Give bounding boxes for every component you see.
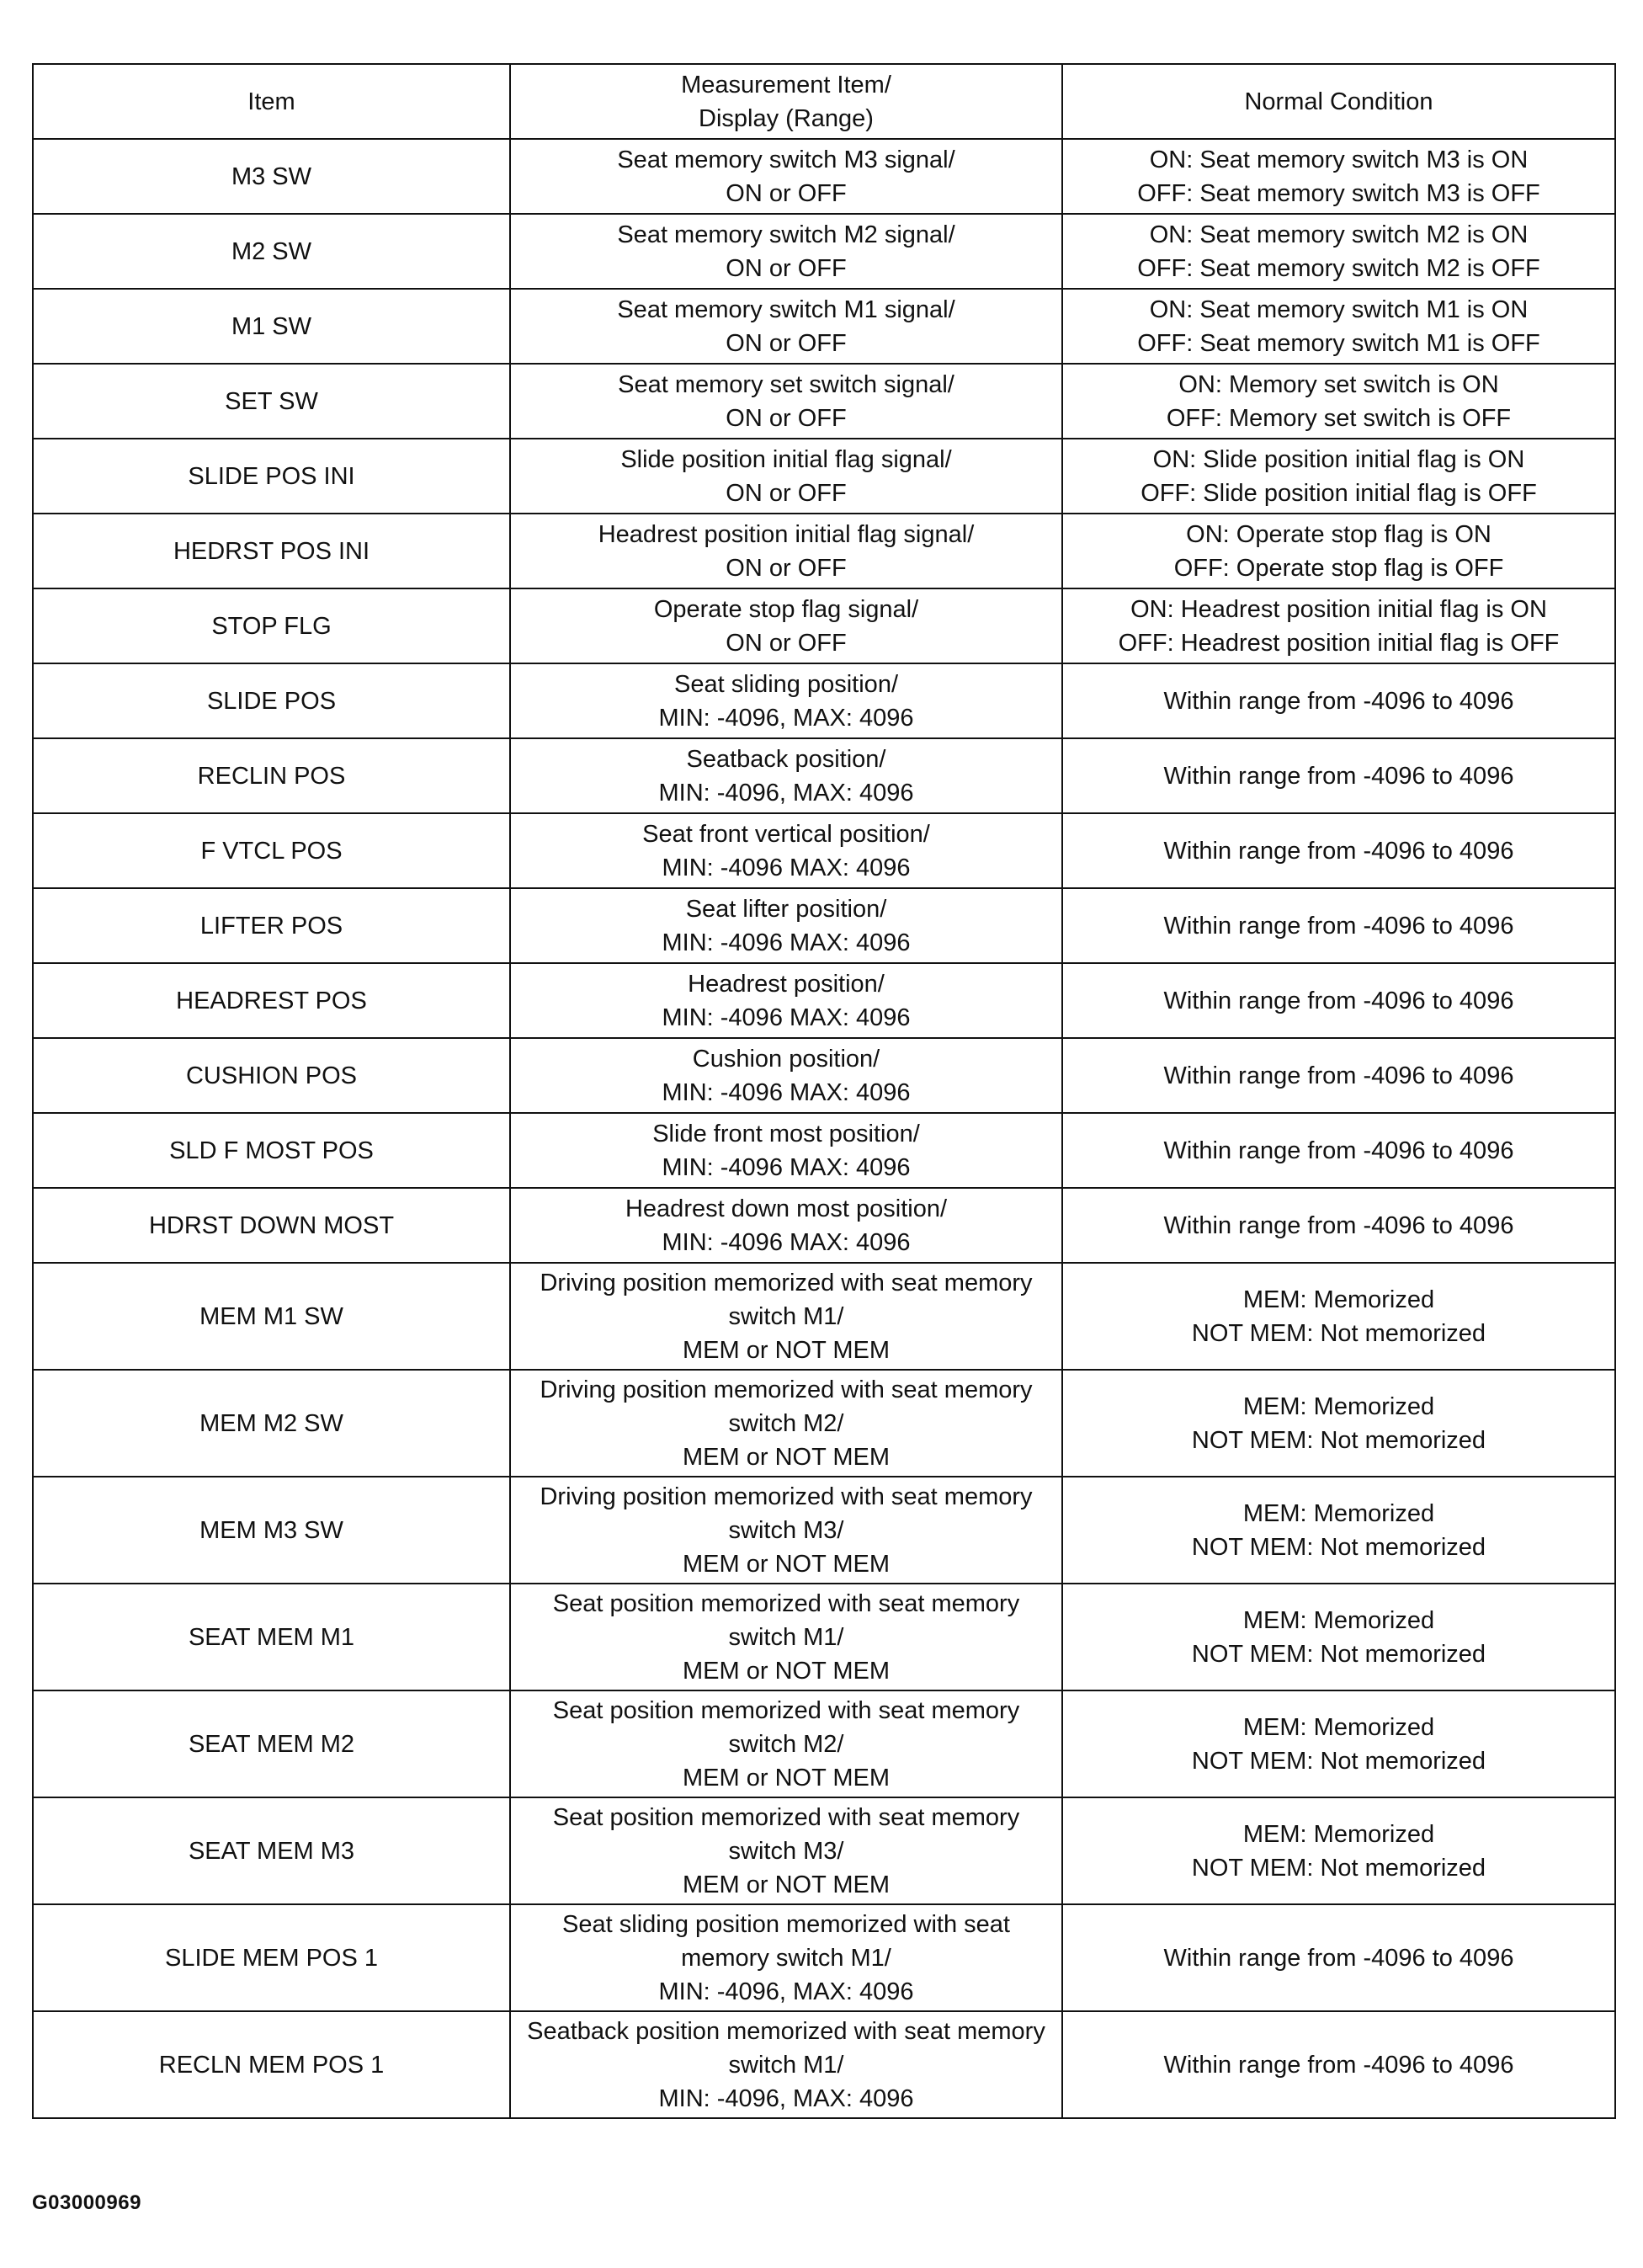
measurement-cell: Seat lifter position/ MIN: -4096 MAX: 4096 [510,888,1062,963]
table-row [33,1584,1615,1690]
measurement-cell: Cushion position/ MIN: -4096 MAX: 4096 [510,1038,1062,1113]
item-cell: MEM M1 SW [33,1263,510,1370]
condition-cell: ON: Seat memory switch M3 is ON OFF: Seat memory switch M3 is OFF [1062,139,1615,214]
measurement-cell: Seat position memorized with seat memory switch M1/ MEM or NOT MEM [510,1584,1062,1690]
table-row [33,289,1615,364]
table-row [33,888,1615,963]
condition-cell: Within range from -4096 to 4096 [1062,1038,1615,1113]
table-row [33,1477,1615,1584]
header-item: Item [33,64,510,139]
measurement-cell: Headrest position initial flag signal/ ON or OFF [510,514,1062,588]
condition-cell: Within range from -4096 to 4096 [1062,663,1615,738]
item-cell: M1 SW [33,289,510,364]
condition-cell: MEM: Memorized NOT MEM: Not memorized [1062,1584,1615,1690]
item-cell: MEM M3 SW [33,1477,510,1584]
measurement-cell: Driving position memorized with seat memory switch M2/ MEM or NOT MEM [510,1370,1062,1477]
table-row [33,663,1615,738]
measurement-cell: Headrest down most position/ MIN: -4096 MAX: 4096 [510,1188,1062,1263]
table-row [33,1038,1615,1113]
condition-cell: MEM: Memorized NOT MEM: Not memorized [1062,1370,1615,1477]
item-cell: SEAT MEM M3 [33,1797,510,1904]
item-cell: HDRST DOWN MOST [33,1188,510,1263]
condition-cell: Within range from -4096 to 4096 [1062,813,1615,888]
item-cell: RECLIN POS [33,738,510,813]
item-cell: M2 SW [33,214,510,289]
table-row [33,588,1615,663]
measurement-cell: Seat front vertical position/ MIN: -4096 MAX: 4096 [510,813,1062,888]
item-cell: SET SW [33,364,510,439]
condition-cell: Within range from -4096 to 4096 [1062,963,1615,1038]
condition-cell: ON: Memory set switch is ON OFF: Memory set switch is OFF [1062,364,1615,439]
measurement-cell: Seat memory set switch signal/ ON or OFF [510,364,1062,439]
condition-cell: Within range from -4096 to 4096 [1062,888,1615,963]
item-cell: SEAT MEM M2 [33,1690,510,1797]
item-cell: RECLN MEM POS 1 [33,2011,510,2118]
table-row [33,139,1615,214]
header-measurement: Measurement Item/ Display (Range) [510,64,1062,139]
condition-cell: ON: Headrest position initial flag is ON OFF: Headrest position initial flag is OFF [1062,588,1615,663]
table-row [33,214,1615,289]
measurement-cell: Seat position memorized with seat memory switch M2/ MEM or NOT MEM [510,1690,1062,1797]
measurement-cell: Seat memory switch M3 signal/ ON or OFF [510,139,1062,214]
measurement-cell: Seatback position/ MIN: -4096, MAX: 4096 [510,738,1062,813]
item-cell: STOP FLG [33,588,510,663]
table-row [33,1904,1615,2011]
item-cell: SLIDE POS [33,663,510,738]
table-row [33,1188,1615,1263]
data-monitor-table [32,63,1616,2119]
measurement-cell: Slide front most position/ MIN: -4096 MAX: 4096 [510,1113,1062,1188]
condition-cell: Within range from -4096 to 4096 [1062,1113,1615,1188]
condition-cell: Within range from -4096 to 4096 [1062,738,1615,813]
table-row [33,364,1615,439]
measurement-cell: Seat memory switch M1 signal/ ON or OFF [510,289,1062,364]
measurement-cell: Seat memory switch M2 signal/ ON or OFF [510,214,1062,289]
item-cell: SLIDE POS INI [33,439,510,514]
condition-cell: MEM: Memorized NOT MEM: Not memorized [1062,1690,1615,1797]
measurement-cell: Seat position memorized with seat memory switch M3/ MEM or NOT MEM [510,1797,1062,1904]
table-row [33,2011,1615,2118]
table-row [33,738,1615,813]
condition-cell: ON: Operate stop flag is ON OFF: Operate stop flag is OFF [1062,514,1615,588]
measurement-cell: Operate stop flag signal/ ON or OFF [510,588,1062,663]
condition-cell: MEM: Memorized NOT MEM: Not memorized [1062,1477,1615,1584]
item-cell: SEAT MEM M1 [33,1584,510,1690]
item-cell: SLD F MOST POS [33,1113,510,1188]
measurement-cell: Driving position memorized with seat memory switch M1/ MEM or NOT MEM [510,1263,1062,1370]
table-row [33,1370,1615,1477]
item-cell: LIFTER POS [33,888,510,963]
condition-cell: Within range from -4096 to 4096 [1062,2011,1615,2118]
measurement-cell: Driving position memorized with seat memory switch M3/ MEM or NOT MEM [510,1477,1062,1584]
table-row [33,1263,1615,1370]
measurement-cell: Seatback position memorized with seat memory switch M1/ MIN: -4096, MAX: 4096 [510,2011,1062,2118]
item-cell: MEM M2 SW [33,1370,510,1477]
table-row [33,1690,1615,1797]
condition-cell: Within range from -4096 to 4096 [1062,1188,1615,1263]
condition-cell: MEM: Memorized NOT MEM: Not memorized [1062,1263,1615,1370]
table-row [33,1113,1615,1188]
measurement-cell: Seat sliding position/ MIN: -4096, MAX: 4096 [510,663,1062,738]
measurement-cell: Seat sliding position memorized with seat memory switch M1/ MIN: -4096, MAX: 4096 [510,1904,1062,2011]
item-cell: F VTCL POS [33,813,510,888]
item-cell: M3 SW [33,139,510,214]
item-cell: HEDRST POS INI [33,514,510,588]
condition-cell: MEM: Memorized NOT MEM: Not memorized [1062,1797,1615,1904]
table-header-row [33,64,1615,139]
condition-cell: Within range from -4096 to 4096 [1062,1904,1615,2011]
item-cell: HEADREST POS [33,963,510,1038]
condition-cell: ON: Seat memory switch M2 is ON OFF: Seat memory switch M2 is OFF [1062,214,1615,289]
condition-cell: ON: Seat memory switch M1 is ON OFF: Seat memory switch M1 is OFF [1062,289,1615,364]
item-cell: SLIDE MEM POS 1 [33,1904,510,2011]
table-row [33,813,1615,888]
table-row [33,1797,1615,1904]
table-row [33,963,1615,1038]
table-row [33,514,1615,588]
table-row [33,439,1615,514]
figure-id: G03000969 [32,2191,141,2214]
measurement-cell: Headrest position/ MIN: -4096 MAX: 4096 [510,963,1062,1038]
condition-cell: ON: Slide position initial flag is ON OFF: Slide position initial flag is OFF [1062,439,1615,514]
measurement-cell: Slide position initial flag signal/ ON or OFF [510,439,1062,514]
item-cell: CUSHION POS [33,1038,510,1113]
header-normal-condition: Normal Condition [1062,64,1615,139]
